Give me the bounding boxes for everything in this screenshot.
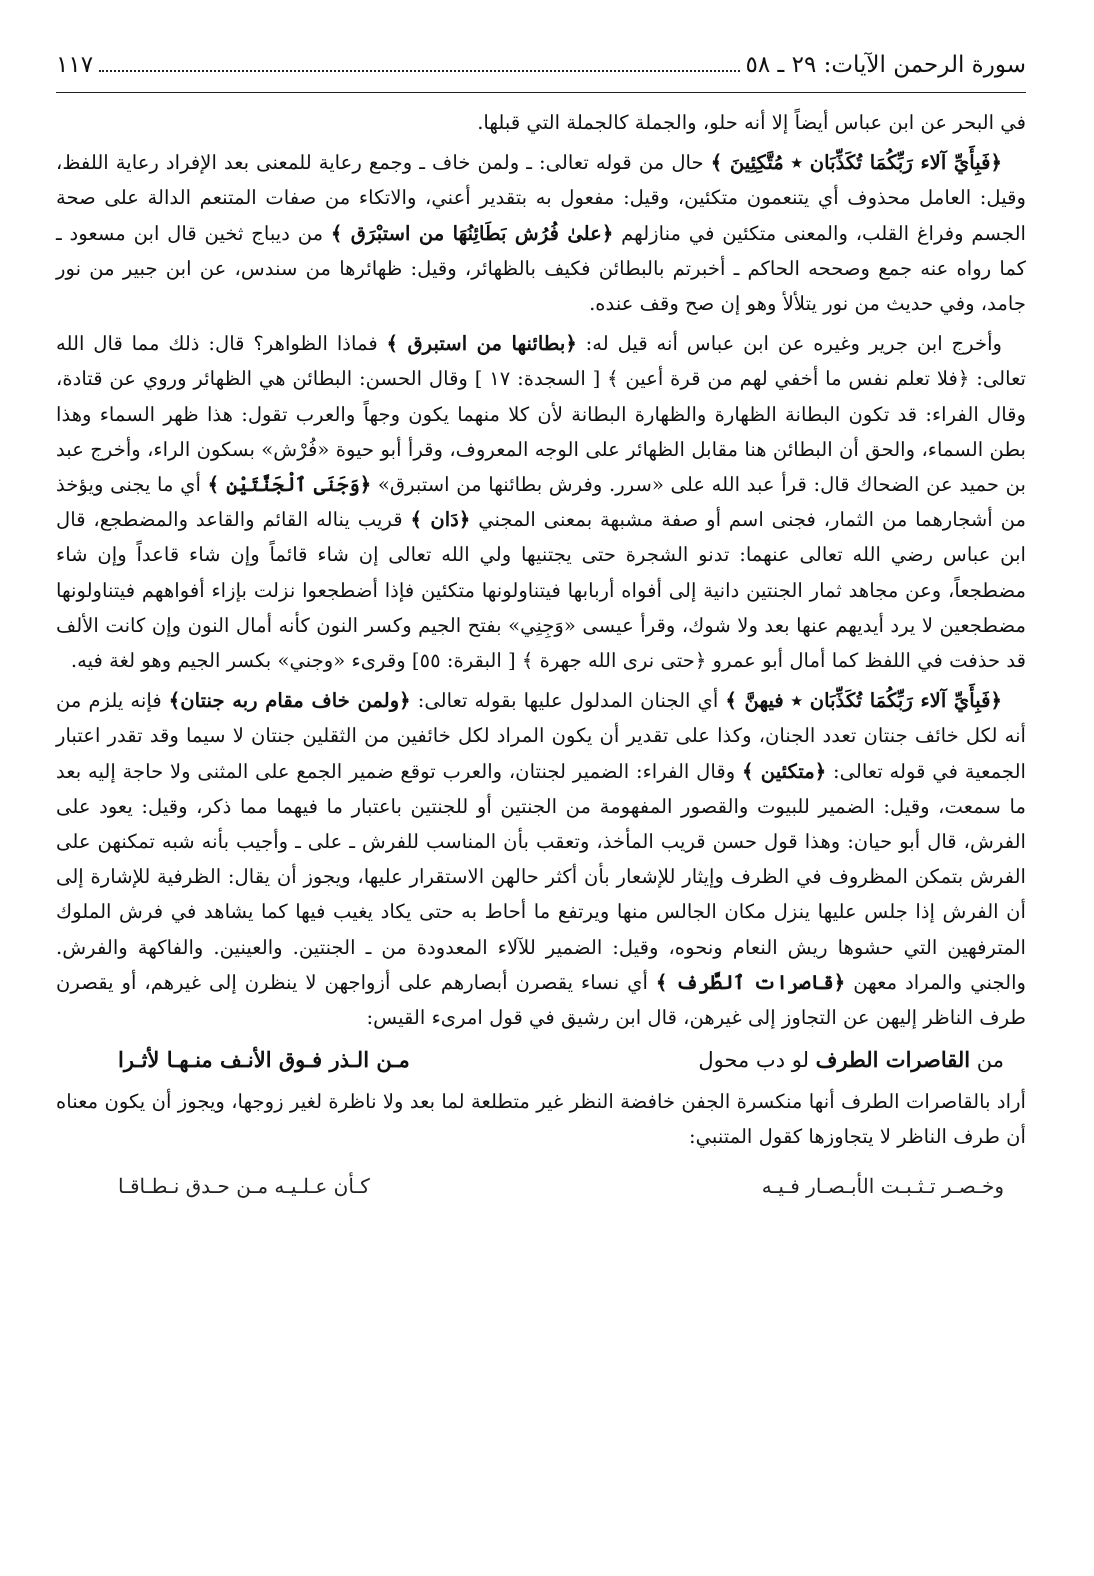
quran-verse: ﴿ولمن خاف مقام ربه جنتان﴾ — [168, 689, 411, 713]
poem-hemistich-1: وخـصـر تـثـبـت الأبـصـار فـيـه — [761, 1173, 1004, 1198]
leader-dots — [99, 70, 739, 72]
running-title: سورة الرحمن الآيات: ٢٩ ـ ٥٨ — [745, 52, 1026, 78]
paragraph-1: في البحر عن ابن عباس أيضاً إلا أنه حلو، والجملة كالجملة التي قبلها. — [477, 111, 1026, 134]
quran-verse: ﴿فَبِأَيِّ آلاء رَبِّكُمَا تُكَذِّبَان ٭ مُتَّكِئِينَ ﴾ — [710, 151, 1002, 175]
quran-verse: ﴿وَجَنَى ٱلْجَنَّتَيْنِ ﴾ — [207, 473, 372, 497]
header-rule — [56, 92, 1026, 93]
quran-verse: ﴿دَان ﴾ — [410, 508, 471, 532]
paragraph-4: ﴿فَبِأَيِّ آلاء رَبِّكُمَا تُكَذِّبَان ٭ فيهنَّ ﴾ أي الجنان المدلول عليها بقوله تعالى: ﴿ولمن خاف مقام ربه جنتان﴾ فإنه يلزم من أنه لكل خائف جنتان تعدد الجنان، وكذا على تقدير أن يكون المراد لكل خائفين من الثقلين جنتان لا سيما وقد تقدر اعتبار الجمعية في قوله تعالى: ﴿متكئين ﴾ وقال الفراء: الضمير لجنتان، والعرب توقع ضمير الجمع على المثنى ولا حاجة إليه بعد ما سمعت، وقيل: الضمير للبيوت والقصور المفهومة من الجنتين أو للجنتين باعتبار ما فيهما مما ذكر، وقيل: يعود على الفرش، قال أبو حيان: وهذا قول حسن قريب المأخذ، وتعقب بأن المناسب للفرش ـ على ـ وأجيب بأنه شبه تمكنهن على الفرش بتمكن المظروف في الظرف وإيثار للإشعار بأن أكثر حالهن الاستقرار عليها، ويجوز أن يقال: الظرفية للإشارة إلى أن الفرش إذا جلس عليها ينزل مكان الجالس منها ويرتفع ما أحاط به حتى يكاد يغيب فيها كما يشاهد في فرش الملوك المترفهين التي حشوها ريش النعام ونحوه، وقيل: الضمير للآلاء المعدودة من ـ الجنتين. والعينين. والفاكهة والفرش. والجني والمراد معهن ﴿قاصرات ٱلطَّرف ﴾ أي نساء يقصرن أبصارهم على أزواجهن لا ينظرن إلى غيرهم، أو يقصرن طرف الناظر إليهن عن التجاوز إلى غيرهن، قال ابن رشيق في قول امرىء القيس: — [56, 689, 1026, 1030]
quran-verse: ﴿فَبِأَيِّ آلاء رَبِّكُمَا تُكَذِّبَان ٭ فيهنَّ ﴾ — [725, 689, 1002, 713]
quran-verse: ﴿قاصرات ٱلطَّرف ﴾ — [655, 970, 846, 994]
poem-line-1 — [56, 1040, 1026, 1080]
poem-line-2 — [56, 1160, 1026, 1206]
poem-hemistich-2: مـن الـذر فـوق الأنـف منـهـا لأثـرا — [118, 1047, 410, 1073]
quran-verse: ﴿بطائنها من استبرق ﴾ — [386, 332, 577, 356]
paragraph-2: ﴿فَبِأَيِّ آلاء رَبِّكُمَا تُكَذِّبَان ٭ مُتَّكِئِينَ ﴾ حال من قوله تعالى: ـ ولمن خاف ـ وجمع رعاية للمعنى بعد الإفراد رعاية اللفظ، وقيل: العامل محذوف أي يتنعمون متكئين، وقيل: مفعول به بتقدير أعني، والاتكاء من صفات المتنعم الدالة على صحة الجسم وفراغ القلب، والمعنى متكئين في منازلهم ﴿علىٰ فُرُش بَطَائِنُهَا من استبْرَق ﴾ من ديباج ثخين قال ابن مسعود ـ كما رواه عنه جمع وصححه الحاكم ـ أخبرتم بالبطائن فكيف بالظهائر، وقيل: ظهائرها من سندس، عن ابن جبير من نور جامد، وفي حديث من نور يتلألأ وهو إن صح وقف عنده. — [56, 151, 1026, 316]
page-number: ١١٧ — [56, 52, 94, 78]
poem-hemistich-1: من القاصرات الطرف لو دب محول — [698, 1047, 1004, 1073]
quran-verse: ﴿متكئين ﴾ — [741, 759, 827, 783]
paragraph-5: أراد بالقاصرات الطرف أنها منكسرة الجفن خافضة النظر غير متطلعة لما بعد ولا ناظرة لغير زوجها، ويجوز أن يكون معناه أن طرف الناظر لا يتجاوزها كقول المتنبي: — [56, 1090, 1026, 1149]
document-page — [56, 52, 1026, 1210]
page-header — [56, 52, 1026, 86]
poem-hemistich-2: كـأن عـلـيـه مـن حـدق نـطـاقـا — [118, 1173, 370, 1198]
paragraph-3: وأخرج ابن جرير وغيره عن ابن عباس أنه قيل له: ﴿بطائنها من استبرق ﴾ فماذا الظواهر؟ قال: ذلك مما قال الله تعالى: ﴿فلا تعلم نفس ما أخفي لهم من قرة أعين ﴾ [ السجدة: ١٧ ] وقال الحسن: البطائن هي الظهائر وروي عن قتادة، وقال الفراء: قد تكون البطانة الظهارة والظهارة البطانة لأن كلا منهما يكون وجهاً والعرب تقول: هذا ظهر السماء وهذا بطن السماء، والحق أن البطائن هنا مقابل الظهائر على الوجه المعروف، وقرأ أبو حيوة «فُرْش» بسكون الراء، وأخرج عبد بن حميد عن الضحاك قال: قرأ عبد الله على «سرر. وفرش بطائنها من استبرق» ﴿وَجَنَى ٱلْجَنَّتَيْنِ ﴾ أي ما يجنى ويؤخذ من أشجارهما من الثمار، فجنى اسم أو صفة مشبهة بمعنى المجني ﴿دَان ﴾ قريب يناله القائم والقاعد والمضطجع، قال ابن عباس رضي الله تعالى عنهما: تدنو الشجرة حتى يجتنيها ولي الله تعالى إن شاء قائماً وإن شاء قاعداً وإن شاء مضطجعاً، وعن مجاهد ثمار الجنتين دانية إلى أفواه أربابها فيتناولونها متكئين فإذا أضطجعوا نزلت بإزاء أفواههم فيتناولونها مضطجعين لا يرد أيديهم عنها بعد ولا شوك، وقرأ عيسى «وَجِنِي» بفتح الجيم وكسر النون كأنه أمال النون وإن كانت الألف قد حذفت في اللفظ كما أمال أبو عمرو ﴿حتى نرى الله جهرة ﴾ [ البقرة: ٥٥] وقرىء «وجني» بكسر الجيم وهو لغة فيه. — [56, 332, 1026, 673]
quran-verse: ﴿علىٰ فُرُش بَطَائِنُهَا من استبْرَق ﴾ — [330, 221, 614, 245]
